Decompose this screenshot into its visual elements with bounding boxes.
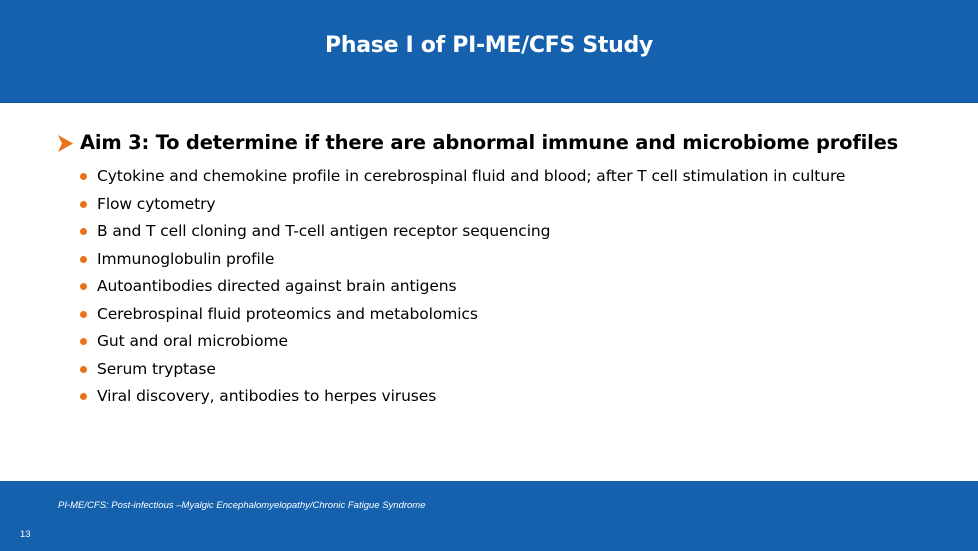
bullet-dot	[80, 311, 87, 318]
slide-title: Phase I of PI-ME/CFS Study	[325, 33, 653, 58]
page-number: 13	[20, 529, 31, 540]
list-item	[80, 219, 880, 244]
bullet-text: B and T cell cloning and T-cell antigen receptor sequencing	[97, 222, 551, 240]
bullet-dot	[80, 393, 87, 400]
bullet-dot	[80, 338, 87, 345]
bullet-dot	[80, 283, 87, 290]
bullet-dot	[80, 173, 87, 180]
bullet-dot	[80, 228, 87, 235]
list-item	[80, 274, 880, 299]
arrow-bullet-icon	[58, 135, 73, 152]
aim-heading	[58, 131, 898, 154]
bullet-text: Cerebrospinal fluid proteomics and metabolomics	[97, 304, 478, 323]
footnote: PI-ME/CFS: Post-infectious –Myalgic Encephalomyelopathy/Chronic Fatigue Syndrome	[58, 500, 426, 511]
aim-text: Aim 3: To determine if there are abnormal immune and microbiome profiles	[80, 131, 899, 154]
bullet-text: Autoantibodies directed against brain antigens	[97, 277, 457, 295]
bullet-text: Immunoglobulin profile	[97, 249, 275, 268]
list-item	[80, 329, 880, 354]
bullet-text: Serum tryptase	[97, 359, 216, 378]
header-band	[0, 0, 978, 103]
footer-band	[0, 481, 978, 551]
bullet-dot	[80, 366, 87, 373]
list-item	[80, 357, 880, 382]
list-item	[80, 192, 880, 217]
bullet-dot	[80, 201, 87, 208]
list-item	[80, 302, 880, 327]
bullet-text: Cytokine and chemokine profile in cerebrospinal fluid and blood; after T cell stimulation in culture	[97, 167, 846, 185]
list-item	[80, 384, 880, 409]
bullet-text: Gut and oral microbiome	[97, 332, 288, 350]
bullet-list	[80, 164, 880, 412]
bullet-dot	[80, 256, 87, 263]
list-item	[80, 164, 880, 189]
bullet-text: Viral discovery, antibodies to herpes viruses	[97, 387, 437, 405]
list-item	[80, 247, 880, 272]
bullet-text: Flow cytometry	[97, 194, 216, 213]
